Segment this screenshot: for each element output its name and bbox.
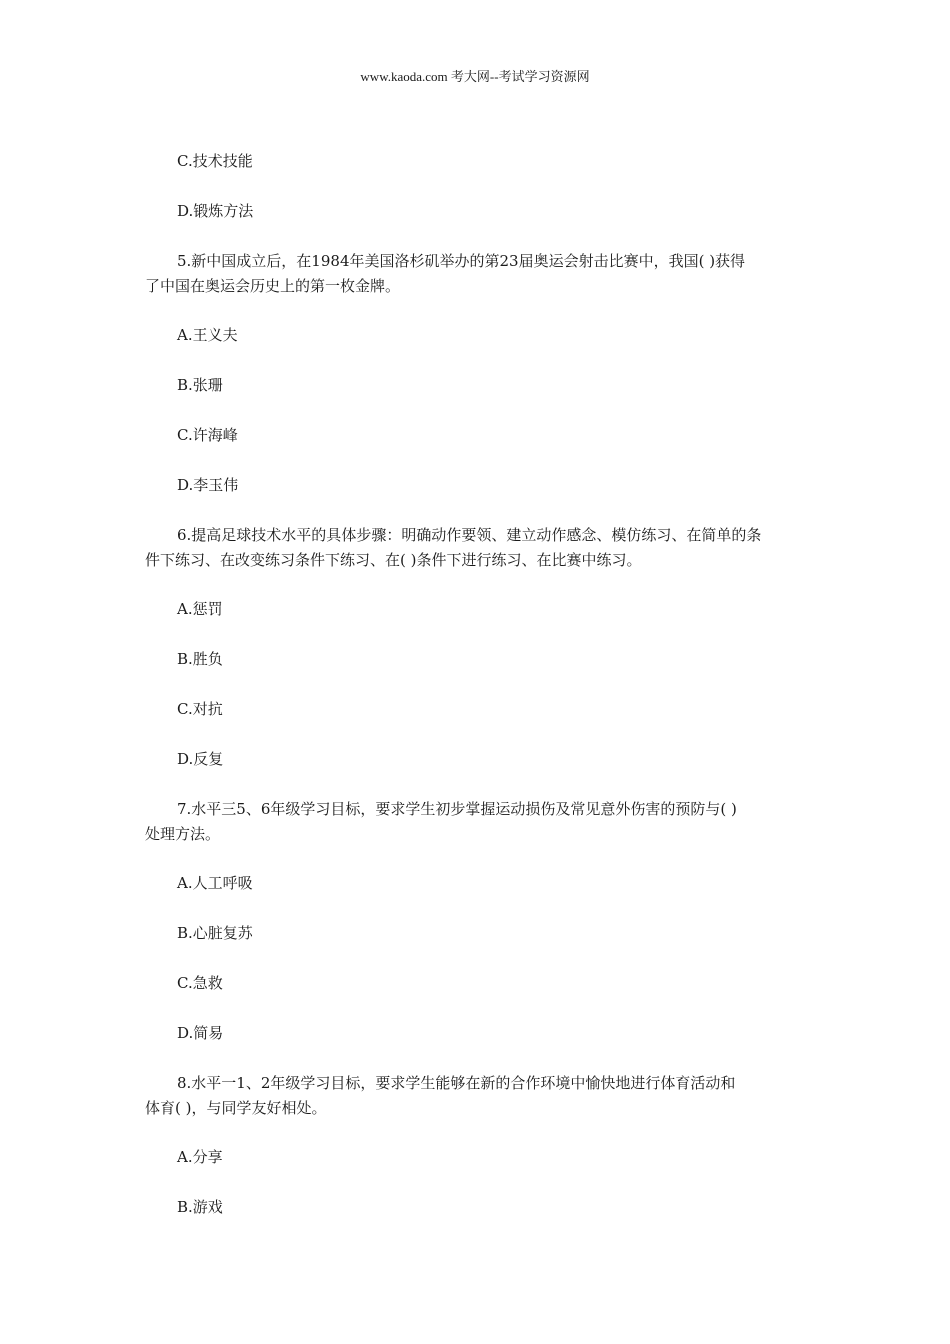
question-8-option-a: A.分享 [177,1148,223,1166]
question-5-text-1: 5.新中国成立后，在1984年美国洛杉矶举办的第23届奥运会射击比赛中，我国( )获得 [177,252,746,270]
question-8-line-1 [145,1073,735,1093]
question-7-text-1: 7.水平三5、6年级学习目标，要求学生初步掌握运动损伤及常见意外伤害的预防与( ) [177,800,737,818]
question-5-option-b: B.张珊 [177,376,223,394]
question-6-line-2: 件下练习、在改变练习条件下练习、在( )条件下进行练习、在比赛中练习。 [145,551,642,569]
question-7-option-a: A.人工呼吸 [177,874,253,892]
question-8-line-2: 体育( )，与同学友好相处。 [145,1099,327,1117]
question-8-option-b: B.游戏 [177,1198,223,1216]
question-7-line-1 [145,799,737,819]
question-5-option-d: D.李玉伟 [177,476,239,494]
question-8-text-1: 8.水平一1、2年级学习目标，要求学生能够在新的合作环境中愉快地进行体育活动和 [177,1074,736,1092]
question-5-option-c: C.许海峰 [177,426,238,444]
question-6-option-d: D.反复 [177,750,224,768]
question-6-line-1 [145,525,761,545]
question-5-line-2: 了中国在奥运会历史上的第一枚金牌。 [145,277,401,295]
question-6-option-c: C.对抗 [177,700,223,718]
question-7-line-2: 处理方法。 [145,825,221,843]
question-6-option-b: B.胜负 [177,650,223,668]
option-d-exercise-method: D.锻炼方法 [177,202,254,220]
question-7-option-b: B.心脏复苏 [177,924,253,942]
question-6-option-a: A.惩罚 [177,600,223,618]
question-7-option-c: C.急救 [177,974,223,992]
option-c-technical-skill: C.技术技能 [177,152,253,170]
page-header: www.kaoda.com 考大网--考试学习资源网 [360,69,590,84]
question-7-option-d: D.简易 [177,1024,224,1042]
question-6-text-1: 6.提高足球技术水平的具体步骤：明确动作要领、建立动作感念、模仿练习、在简单的条 [177,526,762,544]
question-5-option-a: A.王义夫 [177,326,238,344]
question-5-line-1 [145,251,745,271]
